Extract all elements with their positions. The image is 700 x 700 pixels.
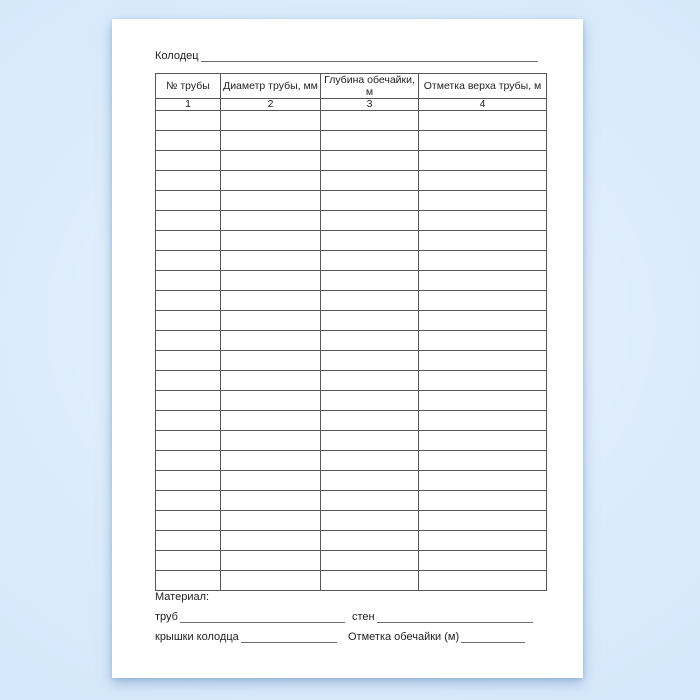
- shell-mark-label: Отметка обечайки (м): [348, 631, 460, 643]
- empty-row: [156, 411, 547, 431]
- empty-cell: [321, 391, 419, 411]
- empty-cell: [156, 331, 221, 351]
- empty-cell: [419, 451, 547, 471]
- shell-mark-field: [348, 631, 546, 644]
- empty-cell: [156, 411, 221, 431]
- well-label: Колодец: [155, 50, 199, 62]
- empty-cell: [156, 391, 221, 411]
- empty-cell: [321, 171, 419, 191]
- material-label: Материал:: [155, 591, 210, 603]
- empty-cell: [221, 131, 321, 151]
- empty-cell: [221, 211, 321, 231]
- empty-cell: [321, 471, 419, 491]
- empty-cell: [419, 271, 547, 291]
- walls-label: стен: [352, 611, 375, 623]
- walls-blank-line: [377, 622, 533, 623]
- empty-cell: [156, 111, 221, 131]
- empty-cell: [321, 251, 419, 271]
- empty-cell: [221, 531, 321, 551]
- empty-cell: [419, 531, 547, 551]
- empty-cell: [156, 551, 221, 571]
- empty-cell: [321, 491, 419, 511]
- empty-cell: [321, 551, 419, 571]
- pipes-blank-line: [180, 622, 345, 623]
- empty-cell: [419, 171, 547, 191]
- empty-cell: [221, 471, 321, 491]
- empty-cell: [321, 191, 419, 211]
- empty-cell: [419, 131, 547, 151]
- empty-cell: [419, 391, 547, 411]
- empty-row: [156, 131, 547, 151]
- empty-cell: [156, 271, 221, 291]
- empty-cell: [221, 491, 321, 511]
- empty-cell: [221, 511, 321, 531]
- empty-cell: [419, 351, 547, 371]
- empty-cell: [156, 451, 221, 471]
- empty-row: [156, 151, 547, 171]
- empty-cell: [419, 111, 547, 131]
- empty-cell: [419, 231, 547, 251]
- column-header: Отметка верха трубы, м: [419, 74, 547, 99]
- empty-cell: [321, 271, 419, 291]
- header-row: [156, 74, 547, 99]
- empty-row: [156, 191, 547, 211]
- empty-cell: [156, 171, 221, 191]
- empty-cell: [321, 531, 419, 551]
- empty-cell: [221, 111, 321, 131]
- column-header: Глубина обечайки, м: [321, 74, 419, 99]
- empty-cell: [419, 331, 547, 351]
- empty-cell: [419, 151, 547, 171]
- empty-row: [156, 491, 547, 511]
- empty-cell: [321, 351, 419, 371]
- empty-cell: [156, 291, 221, 311]
- empty-cell: [221, 411, 321, 431]
- column-number: 1: [156, 99, 221, 111]
- empty-cell: [419, 211, 547, 231]
- column-header: № трубы: [156, 74, 221, 99]
- empty-cell: [156, 191, 221, 211]
- empty-cell: [221, 391, 321, 411]
- empty-cell: [156, 131, 221, 151]
- pipes-material-field: [155, 611, 345, 624]
- empty-row: [156, 171, 547, 191]
- empty-cell: [321, 131, 419, 151]
- empty-cell: [156, 351, 221, 371]
- pipes-table-head: [156, 74, 547, 111]
- empty-cell: [419, 551, 547, 571]
- empty-cell: [321, 411, 419, 431]
- empty-cell: [321, 211, 419, 231]
- empty-row: [156, 351, 547, 371]
- empty-cell: [221, 331, 321, 351]
- empty-cell: [221, 191, 321, 211]
- empty-cell: [156, 151, 221, 171]
- empty-cell: [321, 231, 419, 251]
- empty-cell: [221, 251, 321, 271]
- empty-cell: [321, 511, 419, 531]
- empty-cell: [221, 151, 321, 171]
- well-title-row: [155, 50, 538, 63]
- empty-cell: [221, 351, 321, 371]
- empty-cell: [156, 371, 221, 391]
- footer-row-pipes-walls: [155, 611, 546, 624]
- footer-row-cover-mark: [155, 631, 546, 644]
- cover-blank-line: [241, 642, 337, 643]
- empty-cell: [156, 471, 221, 491]
- empty-row: [156, 111, 547, 131]
- shell-mark-blank-line: [461, 642, 525, 643]
- empty-cell: [321, 451, 419, 471]
- column-number: 2: [221, 99, 321, 111]
- empty-row: [156, 231, 547, 251]
- empty-cell: [221, 291, 321, 311]
- pipes-table: [155, 73, 547, 591]
- empty-cell: [419, 491, 547, 511]
- empty-cell: [156, 211, 221, 231]
- well-blank-line: [201, 61, 538, 62]
- empty-cell: [156, 571, 221, 591]
- empty-cell: [419, 251, 547, 271]
- empty-row: [156, 311, 547, 331]
- empty-cell: [221, 171, 321, 191]
- document-page: [112, 19, 583, 678]
- empty-row: [156, 391, 547, 411]
- column-header: Диаметр трубы, мм: [221, 74, 321, 99]
- empty-cell: [419, 431, 547, 451]
- empty-cell: [321, 331, 419, 351]
- empty-cell: [221, 231, 321, 251]
- cover-label: крышки колодца: [155, 631, 239, 643]
- empty-cell: [419, 311, 547, 331]
- empty-cell: [221, 551, 321, 571]
- empty-cell: [156, 431, 221, 451]
- empty-row: [156, 471, 547, 491]
- empty-cell: [221, 431, 321, 451]
- empty-cell: [419, 371, 547, 391]
- empty-cell: [156, 251, 221, 271]
- column-number: 3: [321, 99, 419, 111]
- empty-cell: [221, 451, 321, 471]
- empty-cell: [321, 111, 419, 131]
- empty-row: [156, 451, 547, 471]
- empty-cell: [321, 431, 419, 451]
- walls-material-field: [352, 611, 546, 624]
- empty-cell: [419, 511, 547, 531]
- empty-row: [156, 431, 547, 451]
- empty-cell: [321, 571, 419, 591]
- empty-cell: [156, 231, 221, 251]
- empty-cell: [419, 571, 547, 591]
- column-number-row: [156, 99, 547, 111]
- pipes-label: труб: [155, 611, 178, 623]
- empty-cell: [221, 271, 321, 291]
- empty-cell: [419, 291, 547, 311]
- empty-cell: [156, 491, 221, 511]
- empty-cell: [419, 411, 547, 431]
- empty-cell: [156, 531, 221, 551]
- empty-row: [156, 211, 547, 231]
- column-number: 4: [419, 99, 547, 111]
- empty-row: [156, 571, 547, 591]
- empty-row: [156, 331, 547, 351]
- empty-cell: [221, 371, 321, 391]
- empty-row: [156, 511, 547, 531]
- empty-cell: [221, 571, 321, 591]
- empty-row: [156, 271, 547, 291]
- cover-material-field: [155, 631, 337, 644]
- empty-cell: [321, 311, 419, 331]
- empty-cell: [419, 191, 547, 211]
- empty-cell: [321, 151, 419, 171]
- empty-cell: [156, 511, 221, 531]
- empty-cell: [321, 291, 419, 311]
- empty-row: [156, 291, 547, 311]
- empty-row: [156, 251, 547, 271]
- empty-cell: [156, 311, 221, 331]
- empty-row: [156, 531, 547, 551]
- empty-row: [156, 371, 547, 391]
- empty-cell: [419, 471, 547, 491]
- empty-row: [156, 551, 547, 571]
- pipes-table-body: [156, 111, 547, 591]
- empty-cell: [321, 371, 419, 391]
- empty-cell: [221, 311, 321, 331]
